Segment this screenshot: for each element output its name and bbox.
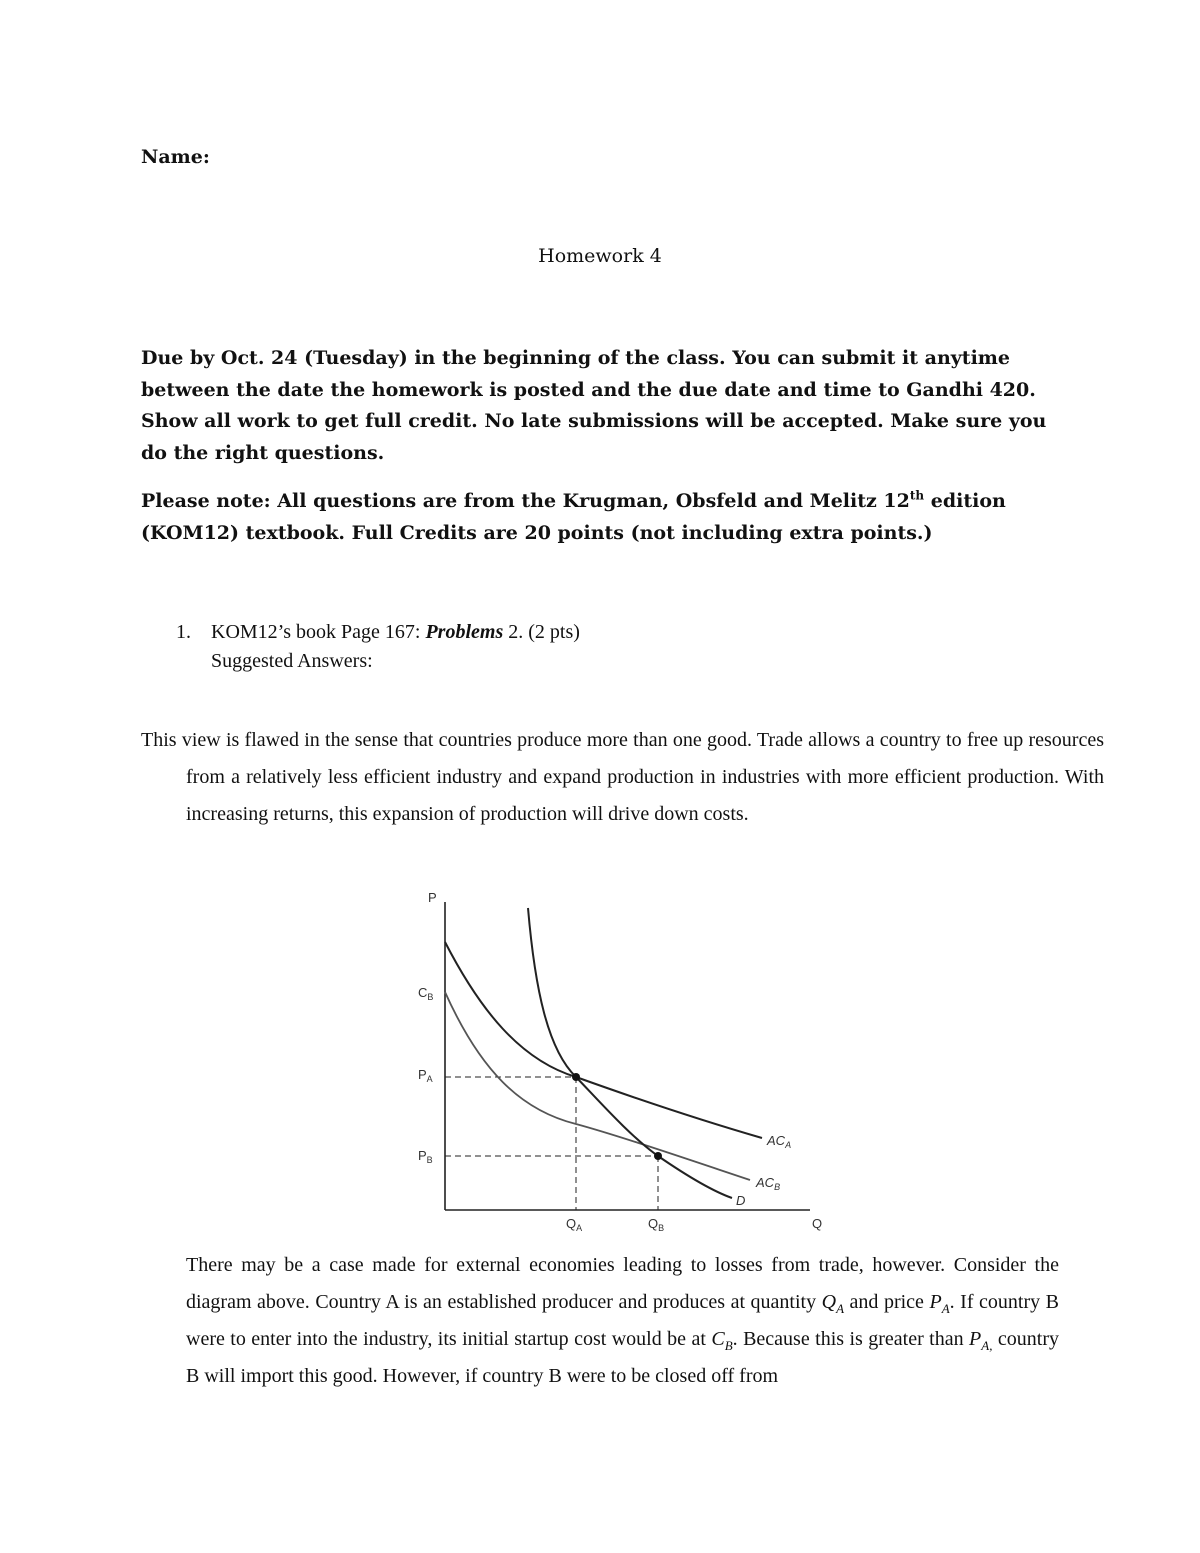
answer2-qa-sub: A bbox=[836, 1301, 845, 1316]
ac-a-curve bbox=[445, 942, 762, 1138]
ac-a-label-main: AC bbox=[767, 1133, 786, 1148]
y-tick-cb-main: C bbox=[418, 985, 428, 1000]
equilibrium-point-b bbox=[654, 1152, 662, 1160]
question-text bbox=[211, 618, 580, 647]
economies-of-scale-diagram bbox=[400, 880, 840, 1240]
y-axis-label: P bbox=[428, 890, 437, 905]
ac-a-label bbox=[766, 1133, 791, 1150]
x-tick-qa bbox=[566, 1216, 582, 1233]
suggested-answers-label: Suggested Answers: bbox=[211, 650, 373, 672]
answer2-part1: There may be a case made for external economies leading to losses from trade, however. Consider the diagram above. Country A is an established producer and produces at quantity bbox=[186, 1254, 1059, 1313]
y-tick-pb bbox=[418, 1148, 433, 1165]
due-instructions: Due by Oct. 24 (Tuesday) in the beginning of the class. You can submit it anytime between the date the homework is posted and the due date and time to Gandhi 420. Show all work to get full credit. No late submissions will be accepted. Make sure you do the right questions. bbox=[141, 347, 1047, 464]
question-suffix: 2. (2 pts) bbox=[503, 621, 580, 643]
note-superscript: th bbox=[909, 488, 925, 503]
note-text-start: Please note: All questions are from the Krugman, Obsfeld and Melitz 12 bbox=[141, 490, 910, 512]
demand-curve bbox=[528, 908, 732, 1198]
name-label: Name: bbox=[141, 146, 210, 168]
page-title: Homework 4 bbox=[538, 245, 662, 267]
answer2-cb-sub: B bbox=[724, 1338, 733, 1353]
x-tick-qb-main: Q bbox=[648, 1216, 659, 1231]
ac-b-curve bbox=[445, 992, 750, 1180]
x-tick-qb bbox=[648, 1216, 664, 1233]
answer2-part2: and price bbox=[844, 1291, 930, 1313]
x-tick-qb-sub: B bbox=[658, 1223, 665, 1233]
ac-b-label bbox=[755, 1175, 780, 1192]
answer2-pa bbox=[929, 1291, 950, 1316]
x-axis-label: Q bbox=[812, 1216, 823, 1231]
answer2-pa2-letter: P bbox=[969, 1328, 982, 1350]
answer2-part4: . Because this is greater than bbox=[732, 1328, 970, 1350]
y-tick-pa-main: P bbox=[418, 1067, 427, 1082]
x-tick-qa-sub: A bbox=[576, 1223, 583, 1233]
question-emphasis: Problems bbox=[425, 621, 504, 643]
ac-b-label-main: AC bbox=[756, 1175, 775, 1190]
ac-a-label-sub: A bbox=[785, 1140, 792, 1150]
answer-paragraph-1: This view is flawed in the sense that countries produce more than one good. Trade allows a country to free up resources from a relatively less efficient industry and expand production in industries with more efficient production. With increasing returns, this expansion of production will drive down costs. bbox=[141, 729, 1104, 825]
answer2-pa-letter: P bbox=[929, 1291, 942, 1313]
y-tick-cb-sub: B bbox=[427, 992, 434, 1002]
question-number: 1. bbox=[176, 621, 191, 643]
answer2-pa2 bbox=[969, 1328, 993, 1353]
y-tick-pb-sub: B bbox=[426, 1155, 433, 1165]
y-tick-pa bbox=[418, 1067, 433, 1084]
y-tick-cb bbox=[418, 985, 433, 1002]
y-tick-pa-sub: A bbox=[426, 1074, 433, 1084]
note-text-end: edition (KOM12) textbook. Full Credits are 20 points (not including extra points.) bbox=[141, 490, 1006, 544]
ac-b-label-sub: B bbox=[774, 1182, 781, 1192]
answer2-qa bbox=[821, 1291, 845, 1316]
answer2-part5: country B will import this good. However, if country B were to be closed off from bbox=[186, 1328, 1059, 1387]
answer2-pa2-sub: A, bbox=[981, 1338, 993, 1353]
textbook-note bbox=[141, 486, 1071, 549]
answer-paragraph-2 bbox=[186, 1247, 1059, 1395]
y-tick-pb-main: P bbox=[418, 1148, 427, 1163]
x-tick-qa-main: Q bbox=[566, 1216, 577, 1231]
answer2-part3: . If country B were to enter into the industry, its initial startup cost would be at bbox=[186, 1291, 1059, 1350]
answer2-cb bbox=[711, 1328, 733, 1353]
answer2-cb-letter: C bbox=[711, 1328, 725, 1350]
answer2-qa-letter: Q bbox=[821, 1291, 837, 1313]
demand-label: D bbox=[736, 1193, 746, 1208]
question-prefix: KOM12’s book Page 167: bbox=[211, 621, 426, 643]
answer2-pa-sub: A bbox=[941, 1301, 950, 1316]
equilibrium-point-a bbox=[572, 1073, 580, 1081]
